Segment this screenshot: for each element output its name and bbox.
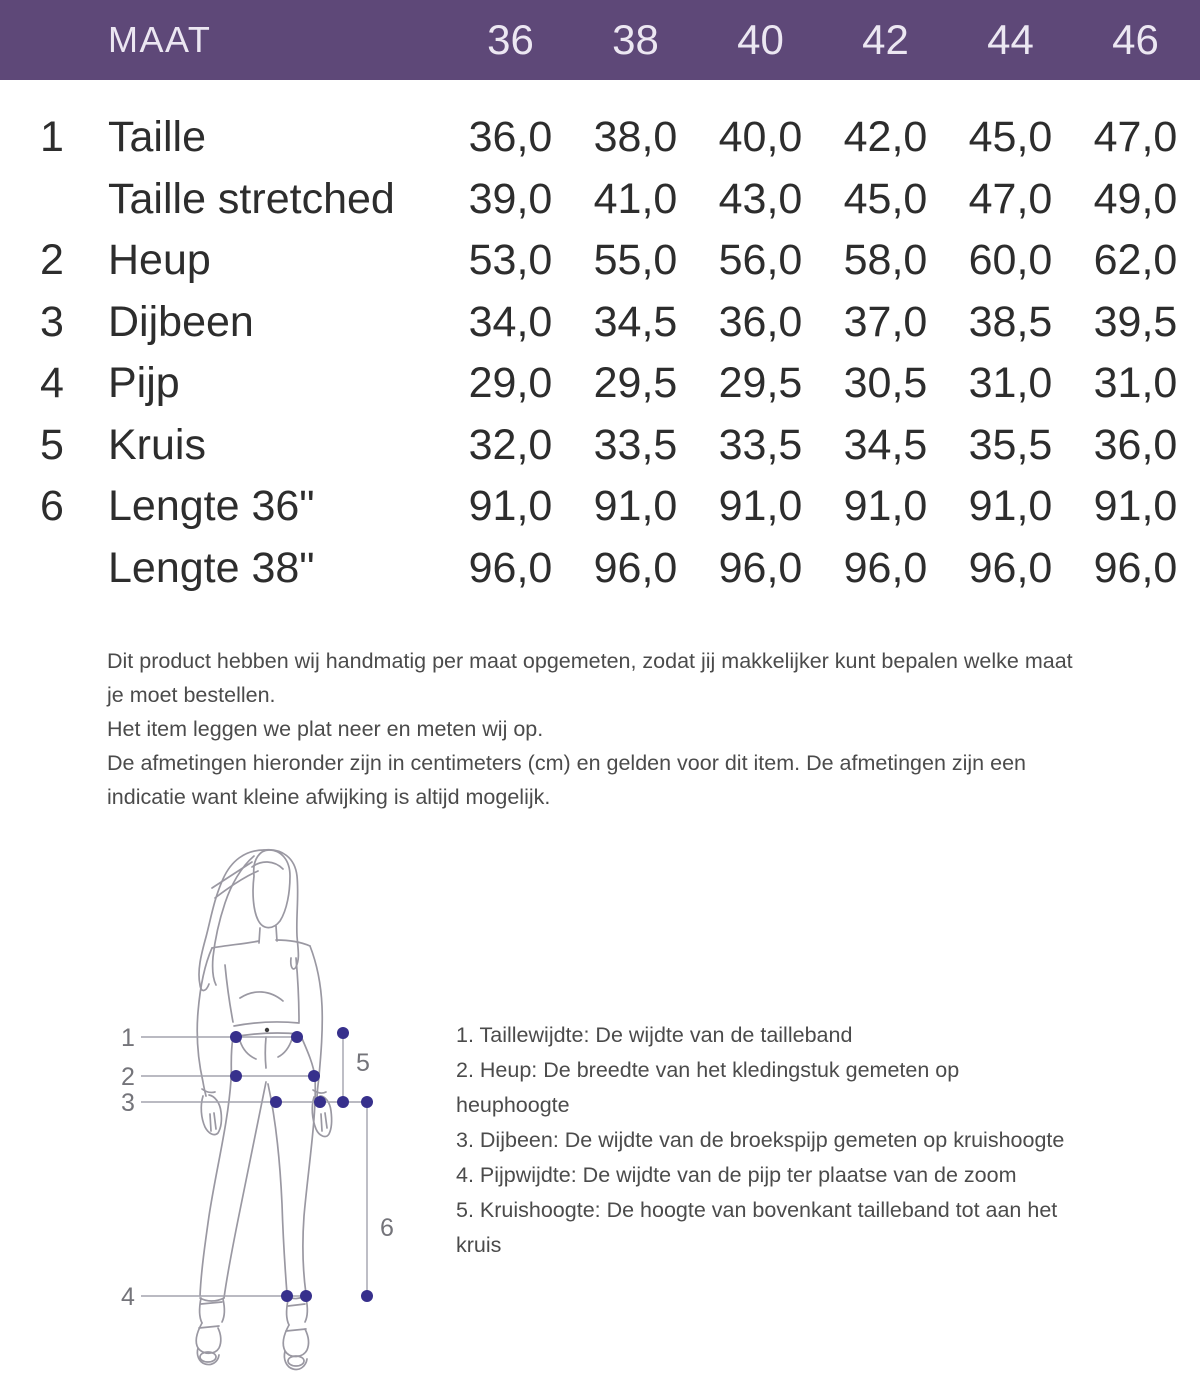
cell-value: 91,0	[1093, 482, 1178, 531]
cell-value: 43,0	[718, 174, 803, 223]
row-label: Lengte 36"	[108, 482, 315, 531]
measurement-annotations	[121, 1024, 394, 1311]
measure-dot	[230, 1070, 242, 1082]
cell-value: 42,0	[843, 113, 928, 162]
cell-value: 36,0	[1093, 420, 1178, 469]
cell-value: 47,0	[1093, 113, 1178, 162]
cell-value: 29,0	[468, 359, 553, 408]
cell-value: 34,0	[468, 297, 553, 346]
cell-value: 34,5	[843, 420, 928, 469]
cell-value: 38,5	[968, 297, 1053, 346]
cell-value: 45,0	[843, 174, 928, 223]
description-line: je moet bestellen.	[107, 683, 276, 707]
description-line: De afmetingen hieronder zijn in centimeters (cm) en gelden voor dit item. De afmetingen zijn een	[107, 751, 1026, 775]
size-column-header: 42	[862, 16, 909, 63]
measure-dot	[308, 1070, 320, 1082]
measurement-figure	[0, 840, 460, 1382]
cell-value: 56,0	[718, 236, 803, 285]
table-row	[0, 169, 1200, 231]
size-table-header	[0, 0, 1200, 80]
cell-value: 96,0	[1093, 543, 1178, 592]
measurement-legend	[456, 1018, 1116, 1263]
cell-value: 53,0	[468, 236, 553, 285]
table-row	[0, 353, 1200, 415]
cell-value: 60,0	[968, 236, 1053, 285]
measure-dot	[337, 1096, 349, 1108]
cell-value: 34,5	[593, 297, 678, 346]
cell-value: 31,0	[1093, 359, 1178, 408]
measure-dot	[300, 1290, 312, 1302]
cell-value: 31,0	[968, 359, 1053, 408]
description-text	[107, 644, 1127, 814]
cell-value: 39,0	[468, 174, 553, 223]
table-row	[0, 292, 1200, 354]
measure-dot	[291, 1031, 303, 1043]
figure-label-5: 5	[356, 1049, 370, 1077]
cell-value: 91,0	[593, 482, 678, 531]
row-number: 1	[40, 113, 64, 162]
description-line: Het item leggen we plat neer en meten wij op.	[107, 717, 544, 741]
figure-label-6: 6	[380, 1214, 394, 1242]
cell-value: 96,0	[593, 543, 678, 592]
maat-header-label: MAAT	[108, 19, 212, 60]
legend-line: heuphoogte	[456, 1093, 570, 1117]
cell-value: 37,0	[843, 297, 928, 346]
figure-label-3: 3	[121, 1089, 135, 1117]
cell-value: 58,0	[843, 236, 928, 285]
cell-value: 36,0	[468, 113, 553, 162]
figure-label-2: 2	[121, 1063, 135, 1091]
cell-value: 96,0	[468, 543, 553, 592]
size-column-header: 38	[612, 16, 659, 63]
row-label: Pijp	[108, 359, 180, 408]
cell-value: 33,5	[593, 420, 678, 469]
cell-value: 91,0	[718, 482, 803, 531]
table-row	[0, 538, 1200, 600]
legend-line: 1. Taillewijdte: De wijdte van de tailleband	[456, 1023, 853, 1047]
cell-value: 35,5	[968, 420, 1053, 469]
row-label: Taille stretched	[108, 174, 395, 223]
row-number: 2	[40, 236, 64, 285]
description-line: indicatie want kleine afwijking is altijd mogelijk.	[107, 785, 551, 809]
cell-value: 39,5	[1093, 297, 1178, 346]
cell-value: 33,5	[718, 420, 803, 469]
cell-value: 29,5	[593, 359, 678, 408]
size-column-header: 46	[1112, 16, 1159, 63]
row-label: Lengte 38"	[108, 543, 315, 592]
measure-dot	[281, 1290, 293, 1302]
cell-value: 36,0	[718, 297, 803, 346]
cell-value: 91,0	[468, 482, 553, 531]
legend-line: 2. Heup: De breedte van het kledingstuk gemeten op	[456, 1058, 960, 1082]
cell-value: 96,0	[718, 543, 803, 592]
table-row	[0, 415, 1200, 477]
legend-line: 3. Dijbeen: De wijdte van de broekspijp gemeten op kruishoogte	[456, 1128, 1065, 1152]
table-row	[0, 476, 1200, 538]
row-number: 6	[40, 482, 64, 531]
figure-label-4: 4	[121, 1283, 135, 1311]
cell-value: 47,0	[968, 174, 1053, 223]
row-label: Kruis	[108, 420, 206, 469]
cell-value: 41,0	[593, 174, 678, 223]
table-row	[0, 230, 1200, 292]
size-column-header: 40	[737, 16, 784, 63]
row-label: Heup	[108, 236, 211, 285]
row-number: 3	[40, 297, 64, 346]
row-label: Taille	[108, 113, 206, 162]
description-line: Dit product hebben wij handmatig per maat opgemeten, zodat jij makkelijker kunt bepalen welke maat	[107, 649, 1073, 673]
cell-value: 40,0	[718, 113, 803, 162]
measure-dot	[230, 1031, 242, 1043]
woman-sketch	[196, 850, 331, 1370]
table-row	[0, 107, 1200, 169]
cell-value: 96,0	[968, 543, 1053, 592]
cell-value: 49,0	[1093, 174, 1178, 223]
legend-line: kruis	[456, 1233, 502, 1257]
legend-line: 5. Kruishoogte: De hoogte van bovenkant tailleband tot aan het	[456, 1198, 1058, 1222]
cell-value: 91,0	[968, 482, 1053, 531]
measure-dot	[270, 1096, 282, 1108]
measure-dot	[361, 1096, 373, 1108]
size-column-header: 44	[987, 16, 1034, 63]
row-number: 5	[40, 420, 64, 469]
size-column-header: 36	[487, 16, 534, 63]
figure-label-1: 1	[121, 1024, 135, 1052]
measure-dot	[337, 1027, 349, 1039]
cell-value: 91,0	[843, 482, 928, 531]
size-table	[0, 107, 1200, 599]
measure-dot	[314, 1096, 326, 1108]
measure-dot	[361, 1290, 373, 1302]
cell-value: 55,0	[593, 236, 678, 285]
cell-value: 45,0	[968, 113, 1053, 162]
row-label: Dijbeen	[108, 297, 254, 346]
cell-value: 29,5	[718, 359, 803, 408]
row-number: 4	[40, 359, 64, 408]
cell-value: 62,0	[1093, 236, 1178, 285]
cell-value: 38,0	[593, 113, 678, 162]
legend-line: 4. Pijpwijdte: De wijdte van de pijp ter plaatse van de zoom	[456, 1163, 1017, 1187]
cell-value: 96,0	[843, 543, 928, 592]
cell-value: 32,0	[468, 420, 553, 469]
cell-value: 30,5	[843, 359, 928, 408]
